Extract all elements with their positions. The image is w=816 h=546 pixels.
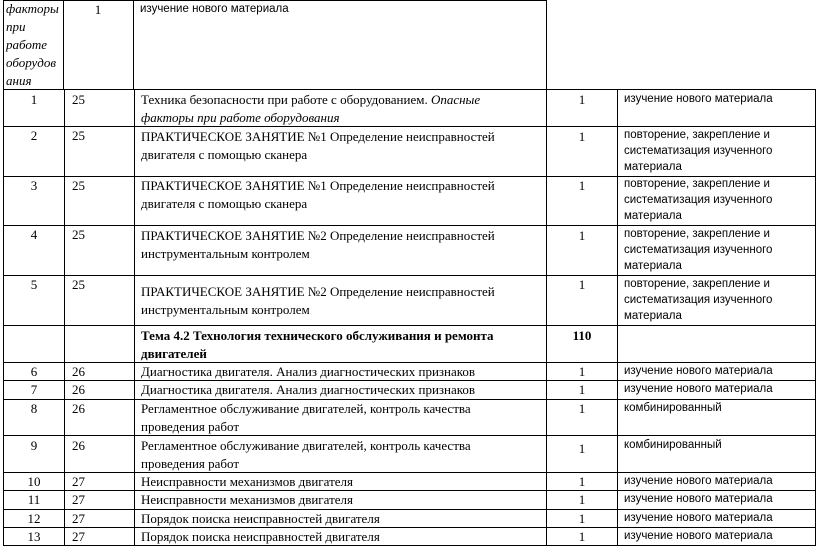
lesson-title-line: двигателя с помощью сканера (141, 196, 308, 211)
lesson-type-cell: комбинированный (624, 439, 722, 451)
lesson-title-line: ПРАКТИЧЕСКОЕ ЗАНЯТИЕ №2 Определение неисправностей (141, 228, 495, 243)
row-number: 9 (30, 438, 38, 453)
table-border (3, 225, 816, 226)
table-border (617, 89, 618, 546)
table-border (3, 89, 816, 90)
lesson-type-cell: изучение нового материала (624, 383, 773, 395)
lesson-title-line: проведения работ (141, 419, 240, 434)
hours-cell: 1 (578, 382, 586, 397)
factors-line: ания (6, 73, 32, 88)
row-number: 11 (27, 492, 41, 507)
table-border (133, 0, 134, 89)
hours-cell: 1 (578, 228, 586, 243)
lesson-title-line: ПРАКТИЧЕСКОЕ ЗАНЯТИЕ №1 Определение неисправностей (141, 178, 495, 193)
table-border (134, 89, 135, 546)
lesson-number: 25 (72, 92, 85, 107)
row-number: 1 (30, 92, 38, 107)
lesson-title-line: факторы при работе оборудования (141, 110, 340, 125)
lesson-type-cell: изучение нового материала (624, 493, 773, 505)
hours-cell: 1 (578, 441, 586, 456)
lesson-number: 27 (72, 511, 85, 526)
lesson-type-cell: повторение, закрепление и (624, 178, 770, 190)
hours-cell: 1 (94, 2, 102, 17)
hours-cell: 1 (578, 277, 586, 292)
lesson-type-cell: изучение нового материала (624, 512, 773, 524)
row-number: 4 (30, 227, 38, 242)
lesson-type-cell: повторение, закрепление и (624, 278, 770, 290)
hours-cell: 1 (578, 492, 586, 507)
lesson-number: 26 (72, 382, 85, 397)
factors-line: факторы (6, 1, 59, 16)
lesson-title-line: ПРАКТИЧЕСКОЕ ЗАНЯТИЕ №1 Определение неисправностей (141, 129, 495, 144)
table-border (3, 126, 816, 127)
lesson-type-cell: систематизация изученного (624, 294, 773, 306)
factors-line: при (6, 19, 26, 34)
table-border (3, 472, 816, 473)
lesson-type-cell: изучение нового материала (624, 530, 773, 542)
row-number: 3 (30, 178, 38, 193)
lesson-type-cell: комбинированный (624, 402, 722, 414)
lesson-type-cell: систематизация изученного (624, 244, 773, 256)
hours-cell: 1 (578, 401, 586, 416)
lesson-title-line: Регламентное обслуживание двигателей, контроль качества (141, 438, 471, 453)
hours-cell: 1 (578, 129, 586, 144)
lesson-number: 27 (72, 529, 85, 544)
lesson-type-cell: изучение нового материала (624, 93, 773, 105)
lesson-number: 26 (72, 438, 85, 453)
row-number: 5 (30, 277, 38, 292)
lesson-type-cell: материала (624, 310, 682, 322)
lesson-title-line: инструментальным контролем (141, 246, 310, 261)
lesson-type-cell: изучение нового материала (624, 365, 773, 377)
lesson-type-cell: повторение, закрепление и (624, 228, 770, 240)
topic-title-line: Тема 4.2 Технология технического обслуживания и ремонта (141, 328, 494, 343)
row-number: 8 (30, 401, 38, 416)
lesson-title-line: двигателя с помощью сканера (141, 147, 308, 162)
lesson-title-line: Порядок поиска неисправностей двигателя (141, 511, 380, 526)
lesson-type-cell: материала (624, 210, 682, 222)
lesson-type-cell: повторение, закрепление и (624, 129, 770, 141)
row-number: 12 (27, 511, 41, 526)
hours-cell: 1 (578, 92, 586, 107)
lesson-title-line: Неисправности механизмов двигателя (141, 474, 353, 489)
hours-cell: 1 (578, 178, 586, 193)
factors-line: работе (6, 37, 48, 52)
topic-hours: 110 (572, 328, 592, 343)
lesson-title-line: Диагностика двигателя. Анализ диагностических признаков (141, 364, 476, 379)
lesson-type-cell: систематизация изученного (624, 194, 773, 206)
row-number: 13 (27, 529, 41, 544)
topic-title-line: двигателей (141, 346, 207, 361)
table-border (3, 0, 4, 546)
lesson-title-line: Регламентное обслуживание двигателей, контроль качества (141, 401, 471, 416)
hours-cell: 1 (578, 364, 586, 379)
lesson-type-cell: материала (624, 161, 682, 173)
lesson-number: 26 (72, 364, 85, 379)
lesson-type-cell: систематизация изученного (624, 145, 773, 157)
lesson-type-cell: изучение нового материала (140, 3, 289, 15)
lesson-title-line: Порядок поиска неисправностей двигателя (141, 529, 380, 544)
lesson-number: 27 (72, 492, 85, 507)
lesson-type-cell: материала (624, 260, 682, 272)
factors-line: оборудов (6, 55, 56, 70)
table-border (3, 325, 816, 326)
lesson-number: 25 (72, 277, 85, 292)
lesson-number: 26 (72, 401, 85, 416)
table-border (3, 275, 816, 276)
table-border (3, 509, 816, 510)
table-border (3, 435, 816, 436)
lesson-number: 25 (72, 178, 85, 193)
lesson-title-line: ПРАКТИЧЕСКОЕ ЗАНЯТИЕ №2 Определение неисправностей (141, 284, 495, 299)
hours-cell: 1 (578, 511, 586, 526)
hours-cell: 1 (578, 529, 586, 544)
table-border (3, 490, 816, 491)
table-border (3, 527, 816, 528)
lesson-title-line: проведения работ (141, 456, 240, 471)
table-border (64, 89, 65, 546)
lesson-title-line: Техника безопасности при работе с оборудованием. Опасные (141, 92, 481, 107)
table-border (546, 0, 547, 89)
lesson-title-line: Диагностика двигателя. Анализ диагностических признаков (141, 382, 476, 397)
lesson-title-line: Неисправности механизмов двигателя (141, 492, 353, 507)
row-number: 6 (30, 364, 38, 379)
lesson-type-cell: изучение нового материала (624, 475, 773, 487)
row-number: 10 (27, 474, 41, 489)
lesson-number: 27 (72, 474, 85, 489)
hours-cell: 1 (578, 474, 586, 489)
lesson-number: 25 (72, 128, 85, 143)
row-number: 7 (30, 382, 38, 397)
lesson-number: 25 (72, 227, 85, 242)
row-number: 2 (30, 128, 38, 143)
lesson-title-line: инструментальным контролем (141, 302, 310, 317)
